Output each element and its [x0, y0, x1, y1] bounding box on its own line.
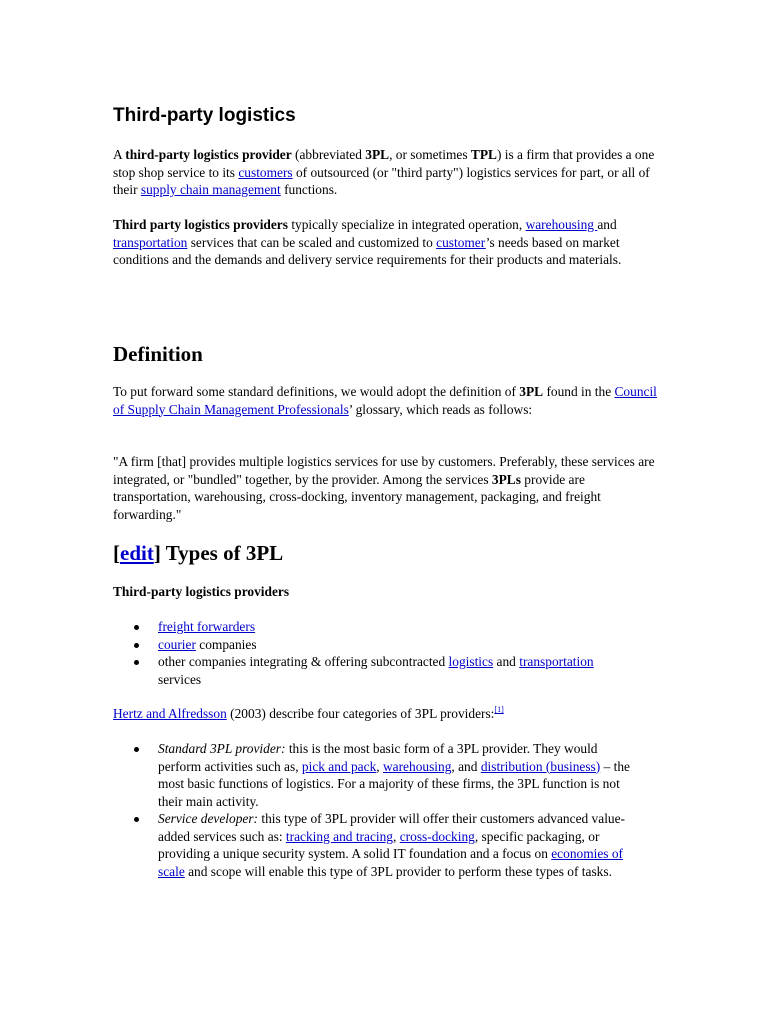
provider-list: [113, 618, 658, 688]
link-freight-forwarders[interactable]: freight forwarders: [158, 619, 256, 634]
definition-heading: Definition: [113, 342, 203, 366]
link-transportation[interactable]: transportation: [113, 234, 188, 250]
link-customer[interactable]: customer: [436, 234, 486, 250]
term-3pl: 3PL: [365, 147, 390, 162]
link-transportation-list[interactable]: transportation: [519, 654, 594, 669]
types-subheading: Third-party logistics providers: [113, 584, 290, 599]
list-item: [113, 618, 638, 636]
link-warehousing[interactable]: warehousing: [525, 217, 598, 232]
term-3pl-definition: 3PL: [519, 384, 544, 399]
term-tpl: TPL: [470, 147, 497, 162]
reference-link-1[interactable]: [1]: [494, 705, 504, 714]
list-item: Standard 3PL provider: this is the most basic form of a 3PL provider. They would perform activities such as, pick and pack, warehousing, and distribution (business) – the most basic functions of logistics. For a majority of these firms, the 3PL function is not their main activity.: [113, 740, 638, 810]
intro-paragraph-1: A third-party logistics provider (abbreviated 3PL, or sometimes TPL) is a firm that provides a one stop shop service to its customers of outsourced (or "third party") logistics services for part, or all of their supply chain management functions.: [113, 147, 655, 197]
definition-paragraph: To put forward some standard definitions, we would adopt the definition of 3PL found in the Council of Supply Chain Management Professionals’ glossary, which reads as follows:: [113, 384, 657, 417]
term-3pls: 3PLs: [491, 471, 521, 487]
bullet-icon: [134, 625, 139, 630]
link-economies-of-scale[interactable]: economies of scale: [158, 846, 623, 879]
link-courier[interactable]: courier: [158, 636, 196, 652]
link-logistics[interactable]: logistics: [448, 654, 494, 669]
term-third-party-logistics-providers: Third party logistics providers: [113, 217, 288, 232]
hertz-paragraph: Hertz and Alfredsson (2003) describe four categories of 3PL providers:[1]: [113, 705, 504, 721]
link-supply-chain-management[interactable]: supply chain management: [140, 182, 281, 197]
page-title: Third-party logistics: [113, 105, 296, 126]
types-heading: [edit] Types of 3PL: [113, 541, 284, 565]
link-cscmp[interactable]: Council of Supply Chain Management Professionals: [113, 384, 657, 417]
bullet-icon: [134, 747, 139, 752]
definition-quote: "A firm [that] provides multiple logistics services for use by customers. Preferably, these services are integrated, or "bundled" together, by the provider. Among the services 3PLs provide are transportation, warehousing, cross-docking, inventory management, packaging, and freight forwarding.": [113, 454, 655, 522]
list-item: other companies integrating & offering subcontracted logistics and transportation services: [113, 653, 638, 688]
link-cross-docking[interactable]: cross-docking: [399, 828, 475, 844]
bullet-icon: [134, 643, 139, 648]
link-tracking-and-tracing[interactable]: tracking and tracing: [285, 828, 394, 844]
list-item: Service developer: this type of 3PL provider will offer their customers advanced value-added services such as: tracking and tracing, cross-docking, specific packaging, or providing a unique security system. A solid IT foundation and a focus on economies of scale and scope will enable this type of 3PL provider to perform these types of tasks.: [113, 810, 638, 880]
bullet-icon: [134, 817, 139, 822]
link-pick-and-pack[interactable]: pick and pack: [301, 758, 377, 774]
link-warehousing-category[interactable]: warehousing: [382, 758, 452, 774]
intro-paragraph-2: Third party logistics providers typically specialize in integrated operation, warehousing and transportation services that can be scaled and customized to customer’s needs based on market conditions and the demands and delivery service requirements for their products and materials.: [113, 217, 622, 267]
list-item: courier companies: [113, 636, 638, 654]
category-list: [113, 740, 658, 880]
link-customers[interactable]: customers: [238, 164, 293, 180]
edit-link[interactable]: edit: [120, 541, 154, 565]
link-distribution-business[interactable]: distribution (business): [480, 758, 601, 774]
term-third-party-logistics-provider: third-party logistics provider: [125, 147, 292, 162]
link-hertz-and-alfredsson[interactable]: Hertz and Alfredsson: [113, 706, 227, 721]
bullet-icon: [134, 660, 139, 665]
